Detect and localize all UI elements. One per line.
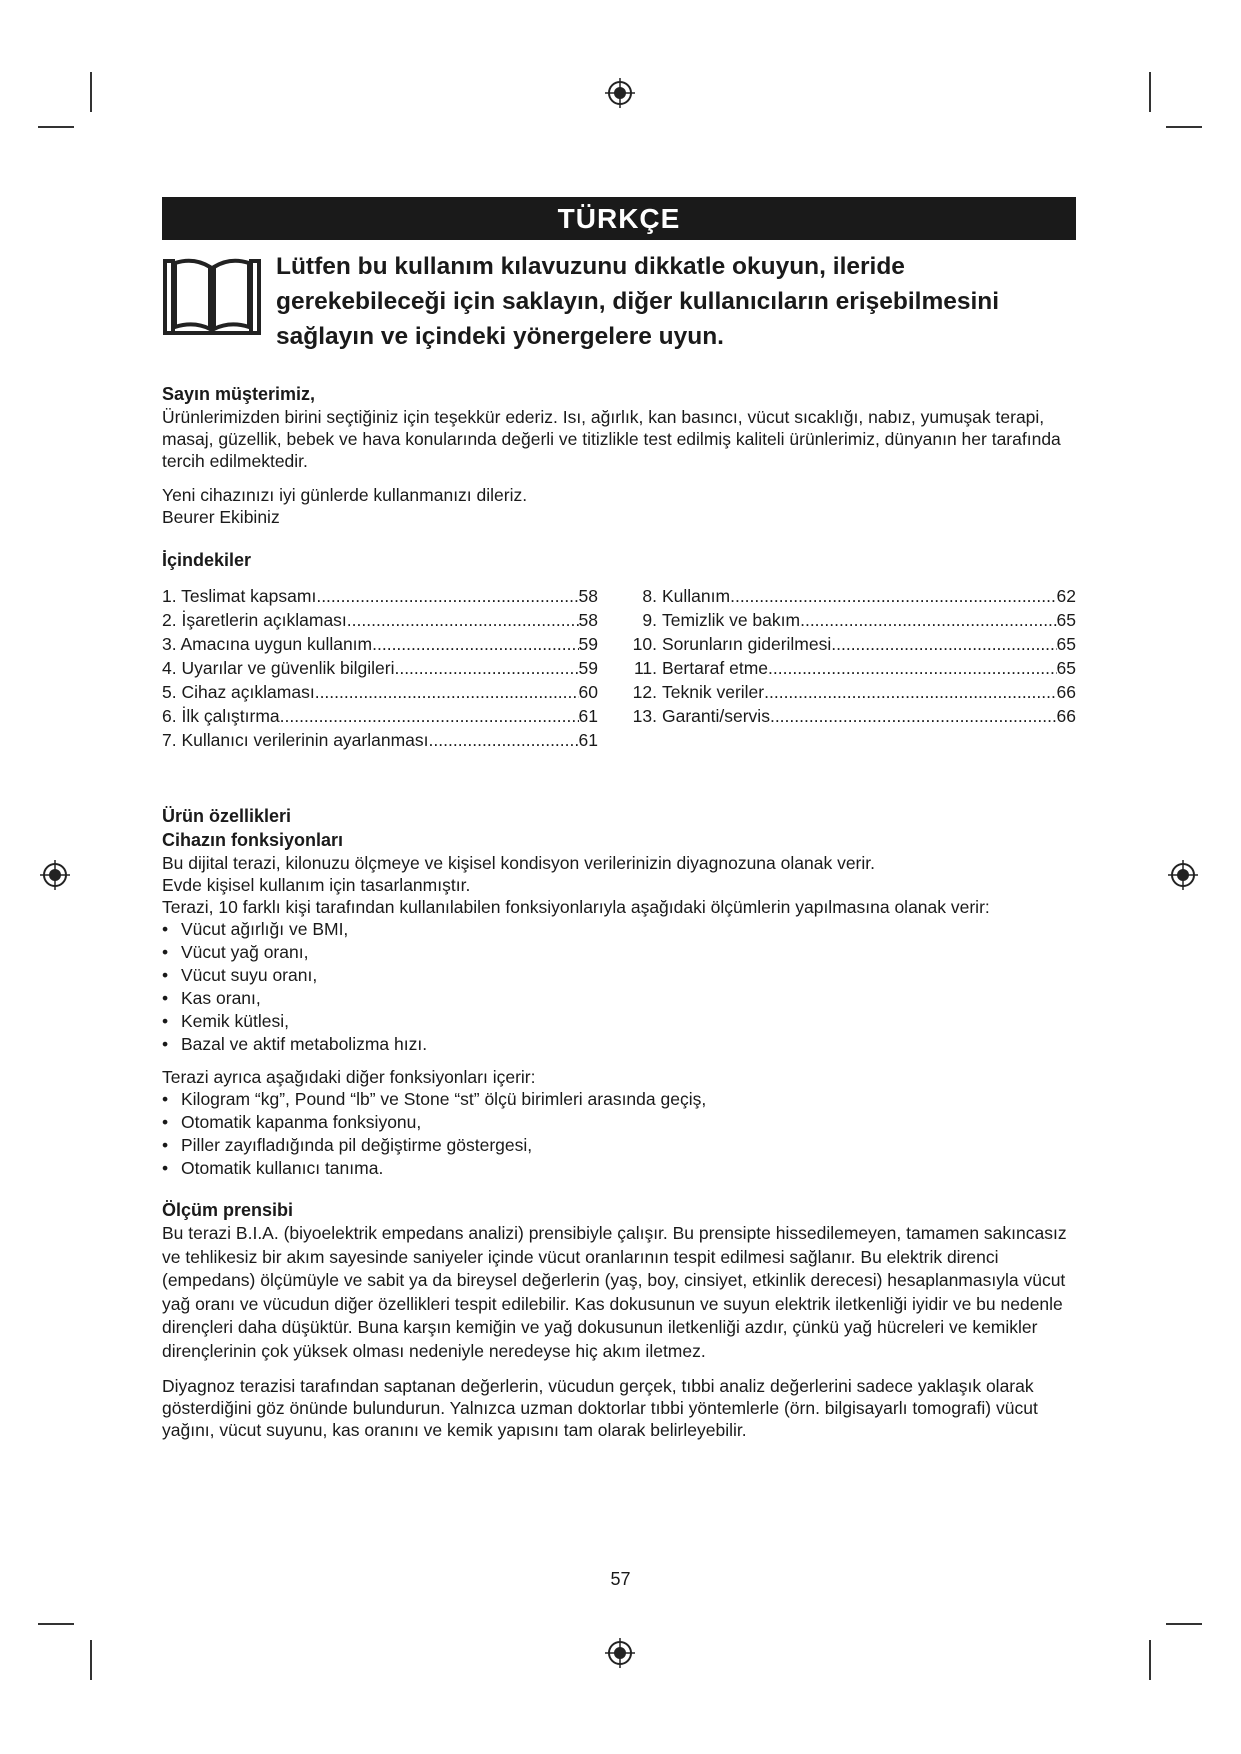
toc-entry-title: Kullanım xyxy=(662,586,731,606)
greeting-signature: Beurer Ekibiniz xyxy=(162,507,280,527)
toc-entry-title: Bertaraf etme xyxy=(662,658,769,678)
features-section xyxy=(162,804,1076,1180)
toc-entry-number: 13. xyxy=(632,706,657,726)
page-number: 57 xyxy=(610,1569,631,1589)
principle-paragraph: Bu terazi B.I.A. (biyoelektrik empedans analizi) prensibiyle çalışır. Bu prensipte hissedilemeyen, tamamen sakıncasız ve tehlikesiz bir akım sayesinde saniyeler içinde vücut oranlarının tespit edilmesi sağlanır. Bu elektrik direnci (empedans) ölçümüyle ve sabit ya da bireysel değerlerin (yaş, boy, cinsiyet, etkinlik derecesi) hesaplanmasıyla vücut yağ oranı ve vücudun diğer özellikleri tespit edilebilir. Kas dokusunun ve suyun elektrik iletkenliği iyidir ve bu nedenle dirençleri daha düşüktür. Buna karşın kemiğin ve yağ dokusunun iletkenliği azdır, çünkü yağ hücreleri ve kemikler dirençlerinin çok yüksek olması nedeniyle neredeyse hiç akım iletmez. xyxy=(162,1223,1067,1361)
toc-entry[interactable] xyxy=(162,680,598,704)
greeting-paragraph: Ürünlerimizden birini seçtiğiniz için teşekkür ederiz. Isı, ağırlık, kan basıncı, vücut sıcaklığı, nabız, yumuşak terapi, masaj, güzellik, bebek ve hava konularında değerli ve titizlikle test edilmiş kaliteli ürünlerimiz, dünyanın her tarafında tercih edilmektedir. xyxy=(162,407,1061,471)
greeting-wish: Yeni cihazınızı iyi günlerde kullanmanızı dileriz. xyxy=(162,485,528,505)
toc-entry[interactable] xyxy=(162,656,598,680)
toc-entry[interactable] xyxy=(162,584,598,608)
toc-left-column xyxy=(162,584,598,752)
table-of-contents xyxy=(162,548,1076,752)
toc-entry-title: Temizlik ve bakım xyxy=(662,610,801,630)
toc-entry[interactable] xyxy=(627,656,1076,680)
measurements-list xyxy=(162,918,1076,1056)
crop-mark xyxy=(1149,72,1151,112)
greeting-section xyxy=(162,382,1076,528)
toc-entry[interactable] xyxy=(162,632,598,656)
toc-entry-title: 5. Cihaz açıklaması xyxy=(162,682,315,702)
crop-mark xyxy=(38,126,74,128)
toc-entry-title: 7. Kullanıcı verilerinin ayarlanması xyxy=(162,730,429,750)
crop-mark xyxy=(90,1640,92,1680)
toc-entry-page: 65 xyxy=(1056,634,1076,654)
list-item: • Otomatik kullanıcı tanıma. xyxy=(162,1157,1076,1180)
toc-entry-page: 58 xyxy=(578,586,598,606)
list-item: • Vücut ağırlığı ve BMI, xyxy=(162,918,1076,941)
toc-entry-number: 11. xyxy=(633,658,657,678)
toc-entry-page: 59 xyxy=(578,634,598,654)
list-item: • Piller zayıfladığında pil değiştirme göstergesi, xyxy=(162,1134,1076,1157)
list-item: • Vücut suyu oranı, xyxy=(162,964,1076,987)
toc-entry-title: 2. İşaretlerin açıklaması xyxy=(162,610,347,630)
toc-entry[interactable] xyxy=(627,680,1076,704)
list-item: • Kas oranı, xyxy=(162,987,1076,1010)
toc-right-column xyxy=(627,584,1076,752)
registration-mark-icon xyxy=(605,78,635,108)
language-header: TÜRKÇE xyxy=(162,197,1076,240)
registration-mark-icon xyxy=(1168,860,1198,890)
toc-entry-title: 1. Teslimat kapsamı xyxy=(162,586,317,606)
toc-entry-page: 66 xyxy=(1056,682,1076,702)
toc-entry-number: 8. xyxy=(642,586,657,606)
toc-title: İçindekiler xyxy=(162,550,252,570)
toc-entry-number: 10. xyxy=(632,634,657,654)
features-line: Bu dijital terazi, kilonuzu ölçmeye ve kişisel kondisyon verilerinizin diyagnozuna olanak verir. xyxy=(162,853,875,873)
principle-section xyxy=(162,1198,1076,1441)
principle-title: Ölçüm prensibi xyxy=(162,1200,294,1220)
list-item: • Otomatik kapanma fonksiyonu, xyxy=(162,1111,1076,1134)
crop-mark xyxy=(38,1623,74,1625)
toc-entry-page: 61 xyxy=(578,706,598,726)
toc-entry[interactable] xyxy=(162,608,598,632)
greeting-title: Sayın müşterimiz, xyxy=(162,384,316,404)
toc-entry-page: 65 xyxy=(1056,658,1076,678)
other-functions-intro: Terazi ayrıca aşağıdaki diğer fonksiyonları içerir: xyxy=(162,1067,536,1087)
book-icon xyxy=(162,255,262,337)
toc-entry[interactable] xyxy=(627,584,1076,608)
list-item: • Kilogram “kg”, Pound “lb” ve Stone “st” ölçü birimleri arasında geçiş, xyxy=(162,1088,1076,1111)
principle-paragraph: Diyagnoz terazisi tarafından saptanan değerlerin, vücudun gerçek, tıbbi analiz değerlerini sadece yaklaşık olarak gösterdiğini göz önünde bulundurun. Yalnızca uzman doktorlar tıbbi yöntemlerle (örn. bilgisayarlı tomografi) vücut yağını, vücut suyunu, kas oranını ve kemik yapısını tam olarak belirleyebilir. xyxy=(162,1376,1038,1440)
features-line: Terazi, 10 farklı kişi tarafından kullanılabilen fonksiyonlarıyla aşağıdaki ölçümlerin yapılmasına olanak verir: xyxy=(162,897,990,917)
list-item: • Kemik kütlesi, xyxy=(162,1010,1076,1033)
crop-mark xyxy=(1149,1640,1151,1680)
list-item: • Bazal ve aktif metabolizma hızı. xyxy=(162,1033,1076,1056)
intro-section xyxy=(162,249,1076,354)
toc-entry-page: 59 xyxy=(578,658,598,678)
registration-mark-icon xyxy=(40,860,70,890)
crop-mark xyxy=(1166,126,1202,128)
toc-entry-page: 60 xyxy=(578,682,598,702)
toc-entry-title: Teknik veriler xyxy=(662,682,765,702)
crop-mark xyxy=(90,72,92,112)
toc-entry-title: Garanti/servis xyxy=(662,706,770,726)
toc-columns xyxy=(162,584,1076,752)
toc-entry[interactable] xyxy=(162,728,598,752)
toc-entry-page: 61 xyxy=(578,730,598,750)
toc-entry-page: 62 xyxy=(1056,586,1076,606)
features-subtitle: Cihazın fonksiyonları xyxy=(162,830,344,850)
toc-entry-title: 6. İlk çalıştırma xyxy=(162,706,280,726)
toc-entry[interactable] xyxy=(627,608,1076,632)
toc-entry-title: 4. Uyarılar ve güvenlik bilgileri xyxy=(162,658,395,678)
toc-entry-number: 12. xyxy=(632,682,657,702)
features-line: Evde kişisel kullanım için tasarlanmıştır. xyxy=(162,875,471,895)
toc-entry[interactable] xyxy=(627,704,1076,728)
toc-entry-page: 65 xyxy=(1056,610,1076,630)
list-item: • Vücut yağ oranı, xyxy=(162,941,1076,964)
document-page xyxy=(162,197,1076,1441)
toc-entry-number: 9. xyxy=(642,610,657,630)
toc-entry-title: 3. Amacına uygun kullanım xyxy=(162,634,373,654)
toc-entry-page: 66 xyxy=(1056,706,1076,726)
toc-entry[interactable] xyxy=(627,632,1076,656)
crop-mark xyxy=(1166,1623,1202,1625)
toc-entry[interactable] xyxy=(162,704,598,728)
toc-entry-title: Sorunların giderilmesi xyxy=(662,634,832,654)
registration-mark-icon xyxy=(605,1638,635,1668)
features-title: Ürün özellikleri xyxy=(162,806,292,826)
toc-entry-page: 58 xyxy=(578,610,598,630)
intro-notice: Lütfen bu kullanım kılavuzunu dikkatle okuyun, ileride gerekebileceği için saklayın, diğer kullanıcıların erişebilmesini sağlayın ve içindeki yönergelere uyun. xyxy=(276,253,1000,350)
other-functions-list xyxy=(162,1088,1076,1180)
